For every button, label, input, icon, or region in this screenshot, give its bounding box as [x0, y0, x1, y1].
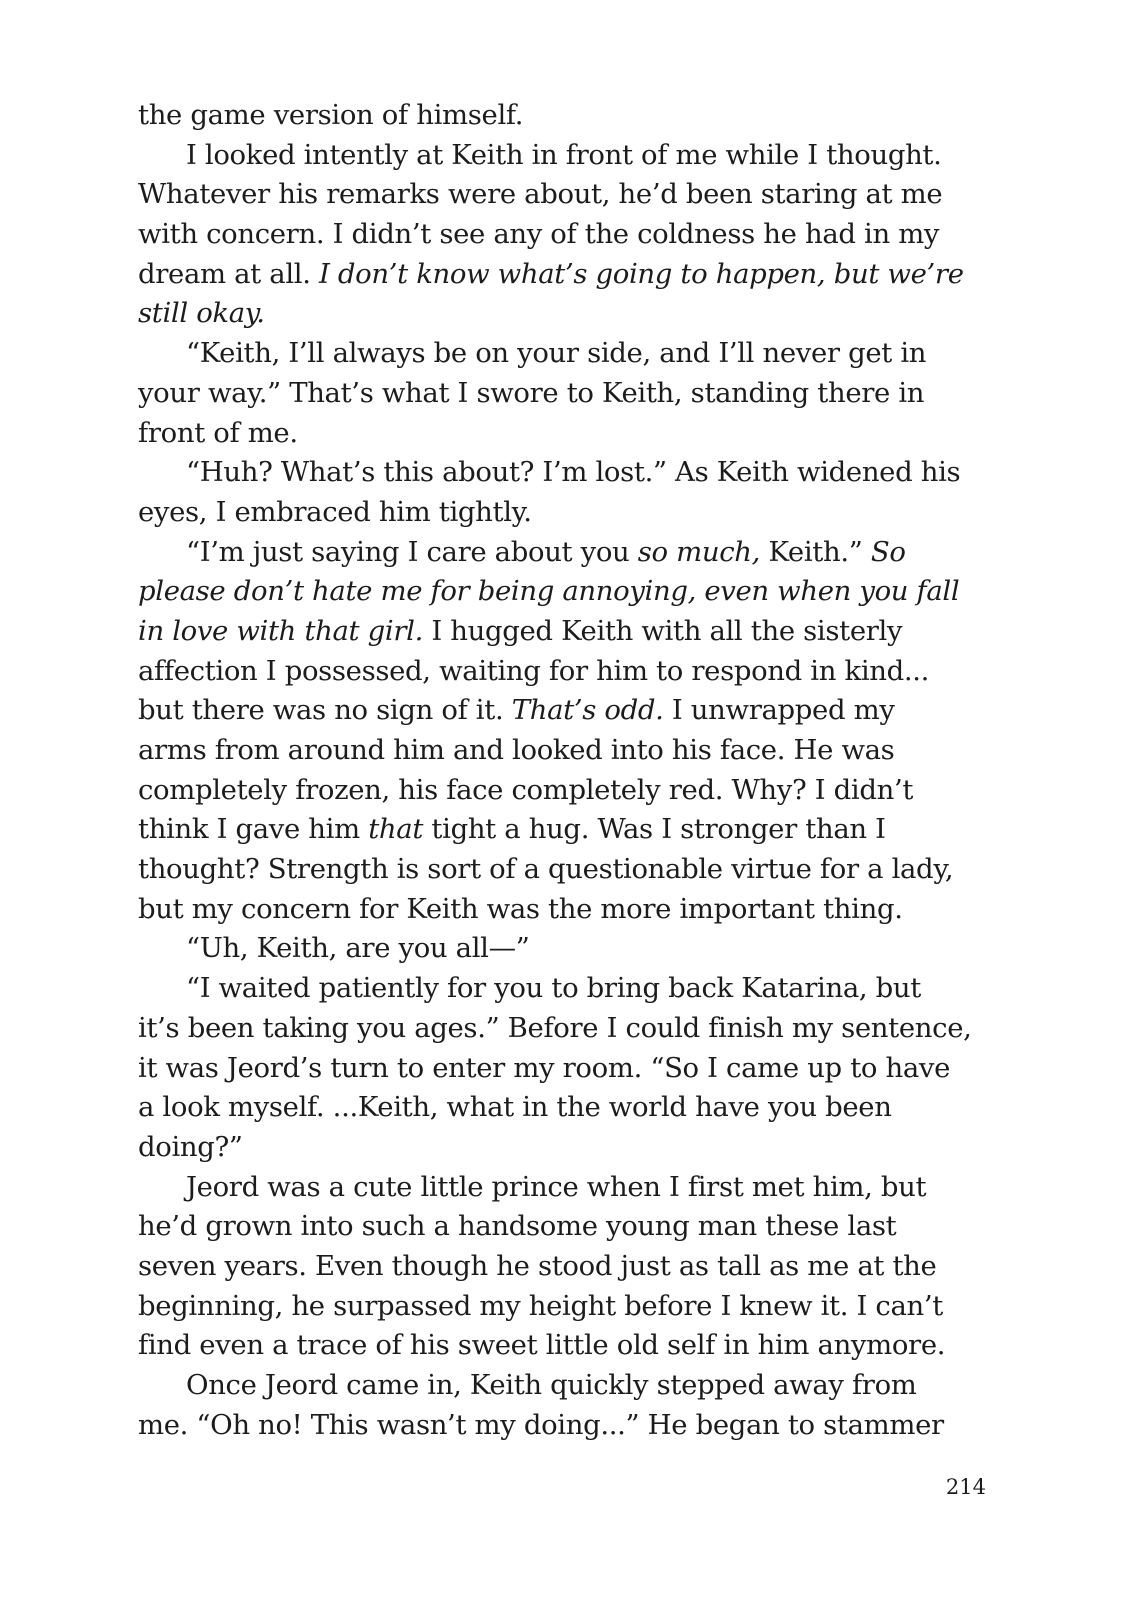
text-segment: front of me. [138, 416, 298, 449]
text-line [138, 294, 990, 334]
text-line [138, 1247, 990, 1287]
text-segment: find even a trace of his sweet little old self in him anymore. [138, 1329, 946, 1362]
text-line [138, 652, 990, 692]
text-line [138, 215, 990, 255]
text-line [138, 334, 990, 374]
italic-text-segment: so much, [637, 535, 761, 568]
text-line [138, 1207, 990, 1247]
text-line [138, 572, 990, 612]
text-line [138, 493, 990, 533]
italic-text-segment: please don’t hate me for being annoying, even when you fall [138, 575, 960, 608]
text-line [138, 929, 990, 969]
text-segment: think I gave him [138, 813, 369, 846]
text-segment: “Uh, Keith, are you all—” [186, 932, 530, 965]
text-segment: “I waited patiently for you to bring back Katarina, but [186, 972, 921, 1005]
text-segment: eyes, I embraced him tightly. [138, 495, 532, 528]
text-line [138, 1088, 990, 1128]
text-segment: Once Jeord came in, Keith quickly stepped away from [186, 1369, 917, 1401]
text-segment: a look myself. ...Keith, what in the world have you been [138, 1091, 892, 1124]
text-segment: “Keith, I’ll always be on your side, and I’ll never get in [186, 337, 927, 370]
page-number: 214 [945, 1475, 986, 1499]
text-line [138, 533, 990, 573]
text-segment: the game version of himself. [138, 99, 524, 131]
text-line [138, 731, 990, 771]
text-line [138, 96, 990, 136]
text-segment: Jeord was a cute little prince when I first met him, but [186, 1170, 927, 1203]
text-segment: me. “Oh no! This wasn’t my doing...” He began to stammer [138, 1408, 944, 1441]
text-line [138, 1366, 990, 1406]
text-segment: arms from around him and looked into his face. He was [138, 734, 895, 766]
text-line [138, 1128, 990, 1168]
italic-text-segment: That’s odd. [511, 694, 664, 727]
text-segment: doing?” [138, 1130, 243, 1163]
text-segment: completely frozen, his face completely red. Why? I didn’t [138, 773, 914, 806]
text-segment: Keith.” [760, 535, 871, 568]
text-line [138, 810, 990, 850]
text-line [138, 850, 990, 890]
text-segment: it’s been taking you ages.” Before I could finish my sentence, [138, 1011, 972, 1044]
text-line [138, 1326, 990, 1366]
text-segment: tight a hug. Was I stronger than I [423, 813, 886, 846]
body-text [138, 96, 990, 1445]
text-segment: Whatever his remarks were about, he’d been staring at me [138, 178, 943, 211]
text-line [138, 691, 990, 731]
text-segment: I unwrapped my [663, 694, 895, 727]
text-segment: thought? Strength is sort of a questionable virtue for a lady, [138, 853, 954, 886]
text-line [138, 136, 990, 176]
italic-text-segment: in love with that girl. [138, 614, 423, 647]
text-line [138, 414, 990, 454]
text-line [138, 1168, 990, 1208]
text-segment: with concern. I didn’t see any of the coldness he had in my [138, 218, 940, 251]
text-line [138, 453, 990, 493]
text-segment: I hugged Keith with all the sisterly [422, 614, 903, 647]
text-line [138, 1009, 990, 1049]
text-segment: he’d grown into such a handsome young man these last [138, 1210, 897, 1243]
italic-text-segment: that [368, 813, 424, 846]
text-line [138, 890, 990, 930]
text-segment: but there was no sign of it. [138, 694, 512, 727]
italic-text-segment: So [870, 535, 906, 568]
text-segment: it was Jeord’s turn to enter my room. “So I came up to have [138, 1051, 951, 1084]
text-line [138, 175, 990, 215]
text-segment: dream at all. [138, 257, 319, 290]
text-line [138, 1287, 990, 1327]
italic-text-segment: I don’t know what’s going to happen, but we’re [319, 257, 964, 290]
text-line [138, 612, 990, 652]
text-line [138, 374, 990, 414]
text-segment: but my concern for Keith was the more important thing. [138, 892, 903, 925]
text-line [138, 1049, 990, 1089]
text-line [138, 255, 990, 295]
text-segment: beginning, he surpassed my height before I knew it. I can’t [138, 1289, 943, 1322]
text-line [138, 771, 990, 811]
italic-text-segment: still okay. [138, 297, 265, 330]
text-line [138, 1406, 990, 1446]
text-segment: “Huh? What’s this about? I’m lost.” As Keith widened his [186, 456, 961, 489]
text-segment: your way.” That’s what I swore to Keith, standing there in [138, 376, 925, 409]
text-segment: I looked intently at Keith in front of me while I thought. [186, 138, 942, 171]
text-segment: affection I possessed, waiting for him to respond in kind... [138, 654, 930, 687]
text-segment: “I’m just saying I care about you [186, 535, 638, 568]
text-segment: seven years. Even though he stood just as tall as me at the [138, 1249, 937, 1282]
text-line [138, 969, 990, 1009]
